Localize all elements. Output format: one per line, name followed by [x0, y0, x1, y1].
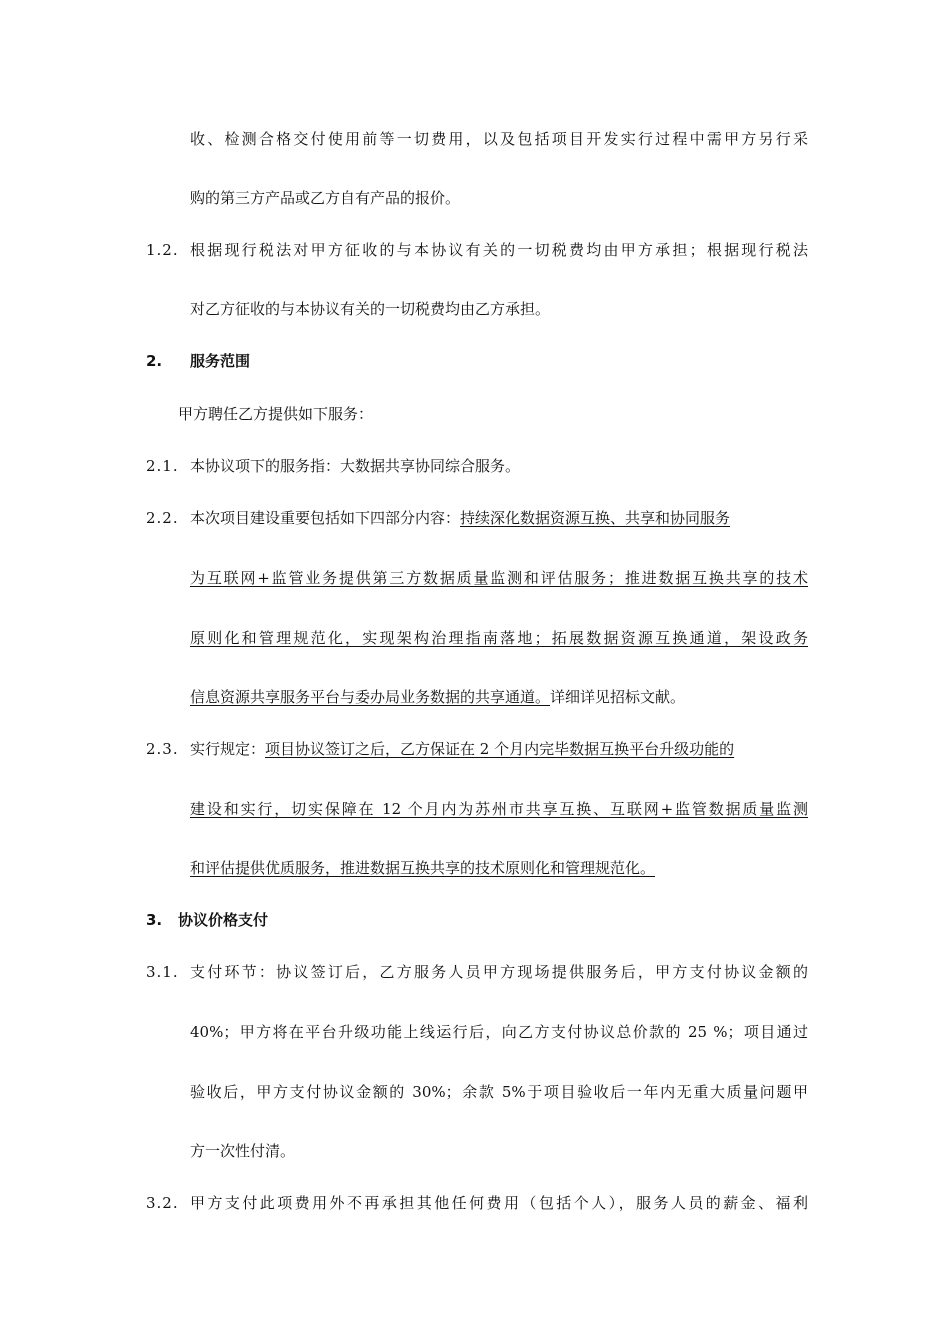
clause-text: 支付环节：协议签订后，乙方服务人员甲方现场提供服务后，甲方支付协议金额的: [190, 963, 808, 981]
section-heading: 服务范围: [190, 352, 251, 370]
clause-number: 2.1.: [146, 457, 179, 475]
clause-text: 本协议项下的服务指：大数据共享协同综合服务。: [190, 457, 521, 475]
clause-text-plain: 本次项目建设重要包括如下四部分内容：: [190, 509, 461, 527]
clause-number: 2.2.: [146, 509, 179, 527]
clause-text-underlined: 为互联网+监管业务提供第三方数据质量监测和评估服务；推进数据互换共享的技术: [190, 569, 808, 587]
section-intro: 甲方聘任乙方提供如下服务：: [178, 405, 374, 423]
clause-text-underlined: 建设和实行，切实保障在 12 个月内为苏州市共享互换、互联网+监管数据质量监测: [190, 800, 808, 818]
clause-text: 40%；甲方将在平台升级功能上线运行后，向乙方支付协议总价款的 25 %；项目通过: [190, 1023, 808, 1041]
clause-number: 3.1.: [146, 963, 179, 981]
clause-text-plain: 详细详见招标文献。: [550, 688, 686, 706]
clause-text: 甲方支付此项费用外不再承担其他任何费用（包括个人），服务人员的薪金、福利: [190, 1194, 808, 1212]
clause-text-underlined: 和评估提供优质服务，推进数据互换共享的技术原则化和管理规范化。: [190, 859, 656, 877]
clause-text: [190, 739, 808, 759]
section-heading: 协议价格支付: [178, 911, 269, 929]
clause-text: [190, 508, 808, 528]
clause-number: 3.2.: [146, 1194, 179, 1212]
clause-number: 1.2.: [146, 241, 179, 259]
clause-text-underlined: 原则化和管理规范化，实现架构治理指南落地；拓展数据资源互换通道，架设政务: [190, 629, 808, 647]
paragraph-line: 购的第三方产品或乙方自有产品的报价。: [190, 189, 461, 207]
section-number: 3.: [146, 911, 163, 929]
clause-text-underlined: 项目协议签订之后，乙方保证在 2 个月内完毕数据互换平台升级功能的: [265, 740, 735, 758]
clause-text: 验收后，甲方支付协议金额的 30%；余款 5%于项目验收后一年内无重大质量问题甲: [190, 1083, 808, 1101]
clause-text-underlined: 信息资源共享服务平台与委办局业务数据的共享通道。: [190, 688, 551, 706]
clause-text: 对乙方征收的与本协议有关的一切税费均由乙方承担。: [190, 300, 551, 318]
clause-text-underlined: 持续深化数据资源互换、共享和协同服务: [460, 509, 731, 527]
clause-text: 根据现行税法对甲方征收的与本协议有关的一切税费均由甲方承担；根据现行税法: [190, 241, 808, 259]
clause-number: 2.3.: [146, 740, 179, 758]
paragraph-line: 收、检测合格交付使用前等一切费用，以及包括项目开发实行过程中需甲方另行采: [190, 130, 808, 148]
section-number: 2.: [146, 352, 163, 370]
clause-text: 方一次性付清。: [190, 1142, 296, 1160]
clause-text: [190, 687, 808, 707]
clause-text-plain: 实行规定：: [190, 740, 266, 758]
